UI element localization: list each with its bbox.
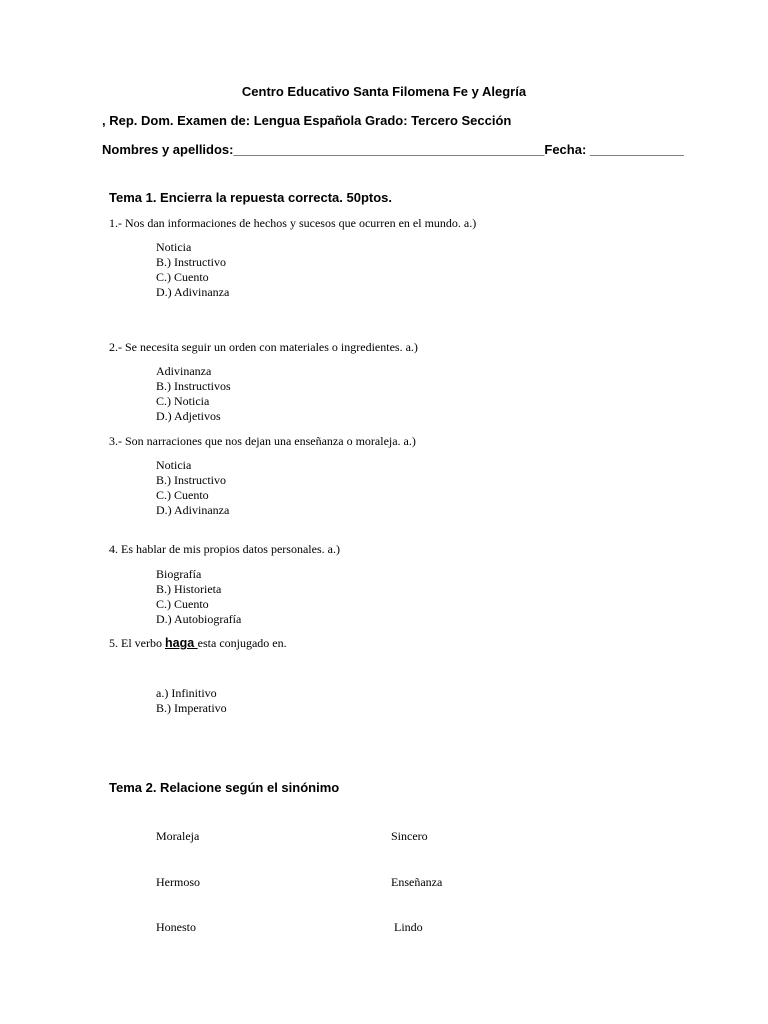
- synonym-left-3: Honesto: [156, 920, 196, 934]
- tema2-title: Tema 2. Relacione según el sinónimo: [109, 780, 340, 795]
- option: C.) Cuento: [156, 597, 209, 611]
- synonym-left-2: Hermoso: [156, 875, 200, 889]
- question-2-options: [156, 364, 231, 424]
- option: B.) Instructivo: [156, 473, 226, 487]
- option: D.) Adjetivos: [156, 409, 221, 423]
- option: Biografía: [156, 567, 202, 581]
- question-4-options: [156, 567, 241, 627]
- name-blank: ___________________________________________: [233, 142, 545, 157]
- verb-haga: haga: [165, 636, 198, 650]
- question-3-options: [156, 458, 229, 518]
- option: C.) Noticia: [156, 394, 210, 408]
- option: Noticia: [156, 458, 192, 472]
- date-blank: _____________: [589, 142, 684, 157]
- synonym-left-1: Moraleja: [156, 829, 200, 843]
- school-name: Centro Educativo Santa Filomena Fe y Alegría: [241, 84, 527, 99]
- name-label: Nombres y apellidos:: [102, 142, 234, 157]
- tema1-title: Tema 1. Encierra la repuesta correcta. 50ptos.: [109, 190, 393, 205]
- question-5-options: [156, 686, 227, 716]
- option: a.) Infinitivo: [156, 686, 217, 700]
- synonym-right-3: Lindo: [394, 920, 423, 934]
- question-5-prompt: [109, 636, 287, 651]
- exam-info-line: , Rep. Dom. Examen de: Lengua Española Grado: Tercero Sección: [102, 113, 512, 128]
- option: D.) Adivinanza: [156, 285, 230, 299]
- option: B.) Instructivo: [156, 255, 226, 269]
- synonym-right-2: Enseñanza: [391, 875, 443, 889]
- option: B.) Historieta: [156, 582, 222, 596]
- option: B.) Instructivos: [156, 379, 231, 393]
- question-4-prompt: 4. Es hablar de mis propios datos personales. a.): [109, 542, 340, 556]
- option: B.) Imperativo: [156, 701, 227, 715]
- question-3-prompt: 3.- Son narraciones que nos dejan una enseñanza o moraleja. a.): [109, 434, 416, 448]
- option: D.) Adivinanza: [156, 503, 230, 517]
- option: Adivinanza: [156, 364, 212, 378]
- option: Noticia: [156, 240, 192, 254]
- name-date-line: [102, 142, 684, 157]
- option: C.) Cuento: [156, 488, 209, 502]
- question-5-prompt-post: esta conjugado en.: [197, 636, 287, 650]
- synonym-right-1: Sincero: [391, 829, 428, 843]
- date-label: Fecha:: [544, 142, 587, 157]
- question-1-options: [156, 240, 229, 300]
- question-5-prompt-pre: 5. El verbo: [109, 636, 165, 650]
- question-1-prompt: 1.- Nos dan informaciones de hechos y sucesos que ocurren en el mundo. a.): [109, 216, 477, 230]
- question-2-prompt: 2.- Se necesita seguir un orden con materiales o ingredientes. a.): [109, 340, 418, 354]
- option: D.) Autobiografía: [156, 612, 242, 626]
- option: C.) Cuento: [156, 270, 209, 284]
